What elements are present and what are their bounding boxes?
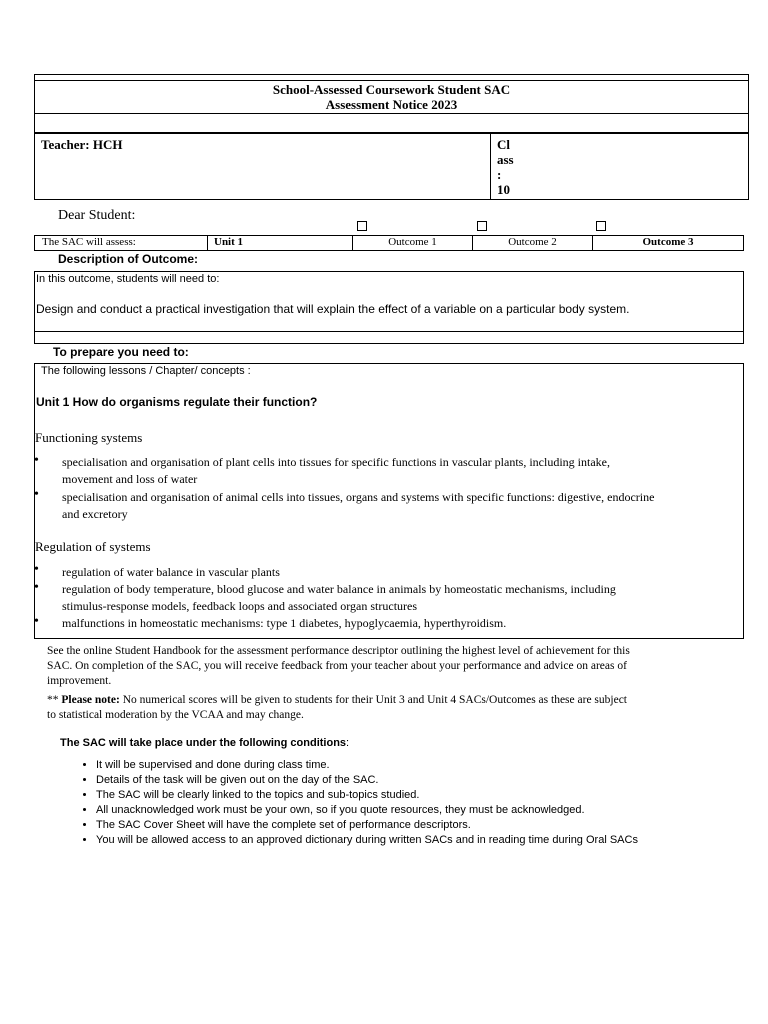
conditions-heading-tail: :	[346, 737, 350, 749]
prepare-intro: The following lessons / Chapter/ concepts :	[41, 365, 251, 377]
list-item-line1: specialisation and organisation of animal cells into tissues, organs and systems with specific functions: digestive, endocrine	[62, 490, 655, 504]
bullet-icon: •	[34, 562, 39, 577]
list-item-line1: regulation of water balance in vascular plants	[62, 565, 280, 579]
assess-label: The SAC will assess:	[42, 236, 136, 248]
list-item	[62, 454, 738, 488]
bullet-icon: •	[34, 614, 39, 629]
teacher-label: Teacher: HCH	[41, 137, 123, 152]
prepare-unit-title: Unit 1 How do organisms regulate their function?	[36, 395, 318, 409]
bullet-icon: •	[34, 487, 39, 502]
list-item	[62, 564, 738, 581]
assess-outcome2: Outcome 2	[472, 236, 592, 250]
condition-item: • It will be supervised and done during class time.	[96, 758, 768, 773]
outcome3-checkbox[interactable]	[596, 221, 606, 231]
teacher-class-table	[34, 132, 749, 200]
handbook-line3: improvement.	[47, 675, 112, 687]
list-item	[62, 489, 738, 523]
condition-item: • You will be allowed access to an approved dictionary during written SACs and in reading time during Oral SACs	[96, 833, 768, 848]
class-line3: :	[497, 167, 502, 182]
conditions-list	[56, 758, 768, 848]
list-item	[62, 581, 738, 615]
note-bold: Please note:	[61, 694, 120, 706]
header-title-line1: School-Assessed Coursework Student SAC	[272, 82, 511, 97]
section1-title: Functioning systems	[35, 430, 143, 445]
assess-outcome3: Outcome 3	[592, 236, 743, 250]
list-item-line1: specialisation and organisation of plant cells into tissues for specific functions in vascular plants, including intake,	[62, 455, 610, 469]
class-divider	[490, 133, 491, 199]
list-item-line2: and excretory	[62, 507, 128, 521]
condition-item: • The SAC will be clearly linked to the topics and sub-topics studied.	[96, 788, 768, 803]
note-paragraph	[47, 693, 747, 723]
header-top-rule	[35, 80, 748, 81]
header-title-line2: Assessment Notice 2023	[325, 97, 458, 112]
handbook-paragraph	[47, 644, 747, 689]
condition-item: • All unacknowledged work must be your own, so if you quote resources, they must be acknowledged.	[96, 803, 768, 818]
outcome1-checkbox[interactable]	[357, 221, 367, 231]
assess-row	[34, 235, 744, 251]
list-item-line1: malfunctions in homeostatic mechanisms: type 1 diabetes, hypoglycaemia, hyperthyroidism.	[62, 616, 507, 630]
assess-unit: Unit 1	[207, 236, 352, 250]
list-item-line1: regulation of body temperature, blood glucose and water balance in animals by homeostatic mechanisms, including	[62, 582, 616, 596]
header-title	[35, 82, 748, 112]
class-line1: Cl	[497, 137, 510, 152]
description-box	[34, 271, 744, 344]
outcome2-checkbox[interactable]	[477, 221, 487, 231]
handbook-line1: See the online Student Handbook for the assessment performance descriptor outlining the highest level of achievement for this	[47, 645, 630, 657]
description-divider	[35, 331, 743, 332]
header-table	[34, 74, 749, 134]
condition-item: • Details of the task will be given out on the day of the SAC.	[96, 773, 768, 788]
class-line4: 10	[497, 182, 510, 197]
note-line2: to statistical moderation by the VCAA and may change.	[47, 709, 304, 721]
handbook-line2: SAC. On completion of the SAC, you will receive feedback from your teacher about your performance and advice on areas of	[47, 660, 627, 672]
conditions-heading	[60, 737, 349, 749]
class-line2: ass	[497, 152, 514, 167]
section2-title: Regulation of systems	[35, 539, 151, 554]
note-line1: No numerical scores will be given to students for their Unit 3 and Unit 4 SACs/Outcomes as these are subject	[119, 694, 628, 706]
prepare-heading: To prepare you need to:	[53, 345, 189, 359]
list-item-line2: movement and loss of water	[62, 472, 198, 486]
bullet-icon: •	[34, 453, 39, 468]
greeting: Dear Student:	[58, 208, 136, 223]
condition-item: • The SAC Cover Sheet will have the complete set of performance descriptors.	[96, 818, 768, 833]
bullet-icon: •	[34, 580, 39, 595]
list-item	[62, 615, 738, 632]
header-divider	[35, 113, 748, 114]
description-intro: In this outcome, students will need to:	[36, 273, 220, 285]
description-heading: Description of Outcome:	[58, 252, 199, 266]
assess-outcome1: Outcome 1	[352, 236, 472, 250]
description-text: Design and conduct a practical investigation that will explain the effect of a variable on a particular body system.	[36, 302, 630, 316]
class-value	[497, 137, 514, 197]
conditions-heading-bold: The SAC will take place under the following conditions	[60, 737, 347, 749]
list-item-line2: stimulus-response models, feedback loops and associated organ structures	[62, 599, 418, 613]
note-stars: **	[47, 694, 62, 706]
